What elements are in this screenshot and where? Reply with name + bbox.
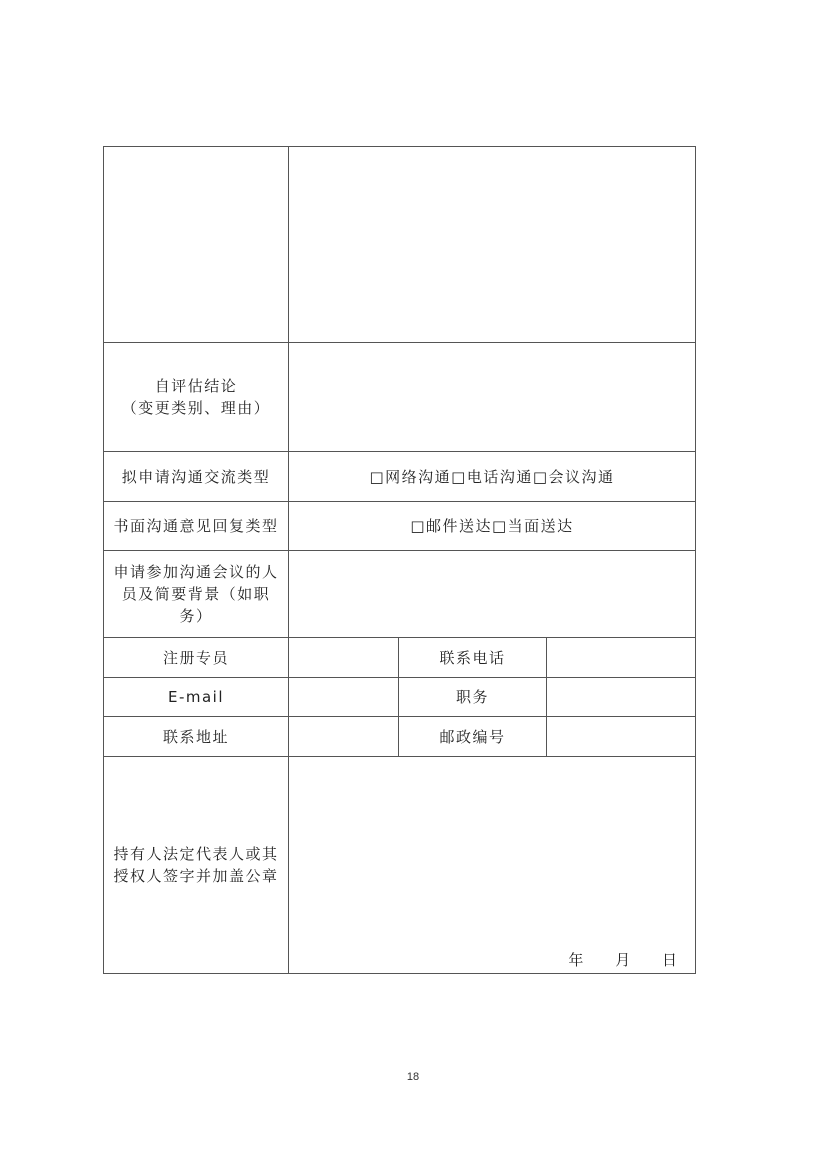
blank-label-cell <box>104 147 289 343</box>
phone-field[interactable] <box>547 638 696 678</box>
date-month: 月 <box>615 951 631 969</box>
registrant-field[interactable] <box>289 638 399 678</box>
comm-type-row <box>104 452 696 502</box>
email-field[interactable] <box>289 678 399 717</box>
comm-type-options[interactable]: □网络沟通□电话沟通□会议沟通 <box>289 452 696 502</box>
email-label: E-mail <box>104 678 289 717</box>
position-field[interactable] <box>547 678 696 717</box>
postcode-field[interactable] <box>547 717 696 757</box>
date-line <box>568 949 677 971</box>
address-label: 联系地址 <box>104 717 289 757</box>
application-form-table <box>103 146 696 974</box>
signature-row <box>104 757 696 974</box>
position-label: 职务 <box>399 678 547 717</box>
email-row <box>104 678 696 717</box>
address-field[interactable] <box>289 717 399 757</box>
signature-label <box>104 757 289 974</box>
reply-type-label: 书面沟通意见回复类型 <box>104 502 289 551</box>
page-number: 18 <box>406 1071 420 1083</box>
self-assessment-label <box>104 343 289 452</box>
participants-label-line2: 员及简要背景（如职务） <box>121 585 271 625</box>
signature-label-line1: 持有人法定代表人或其 <box>113 845 279 863</box>
participants-row <box>104 551 696 638</box>
registrant-label: 注册专员 <box>104 638 289 678</box>
reply-type-options[interactable]: □邮件送达□当面送达 <box>289 502 696 551</box>
address-row <box>104 717 696 757</box>
blank-content-cell[interactable] <box>289 147 696 343</box>
blank-top-row <box>104 147 696 343</box>
phone-label: 联系电话 <box>399 638 547 678</box>
participants-label-line1: 申请参加沟通会议的人 <box>113 563 279 581</box>
self-assessment-label-line2: （变更类别、理由） <box>121 399 271 417</box>
postcode-label: 邮政编号 <box>399 717 547 757</box>
comm-type-label: 拟申请沟通交流类型 <box>104 452 289 502</box>
self-assessment-label-line1: 自评估结论 <box>154 377 238 395</box>
participants-label <box>104 551 289 638</box>
registrant-row <box>104 638 696 678</box>
date-day: 日 <box>662 951 678 969</box>
participants-field[interactable] <box>289 551 696 638</box>
date-year: 年 <box>568 951 584 969</box>
reply-type-row <box>104 502 696 551</box>
signature-label-line2: 授权人签字并加盖公章 <box>113 867 279 885</box>
self-assessment-field[interactable] <box>289 343 696 452</box>
self-assessment-row <box>104 343 696 452</box>
signature-field[interactable] <box>289 757 696 974</box>
